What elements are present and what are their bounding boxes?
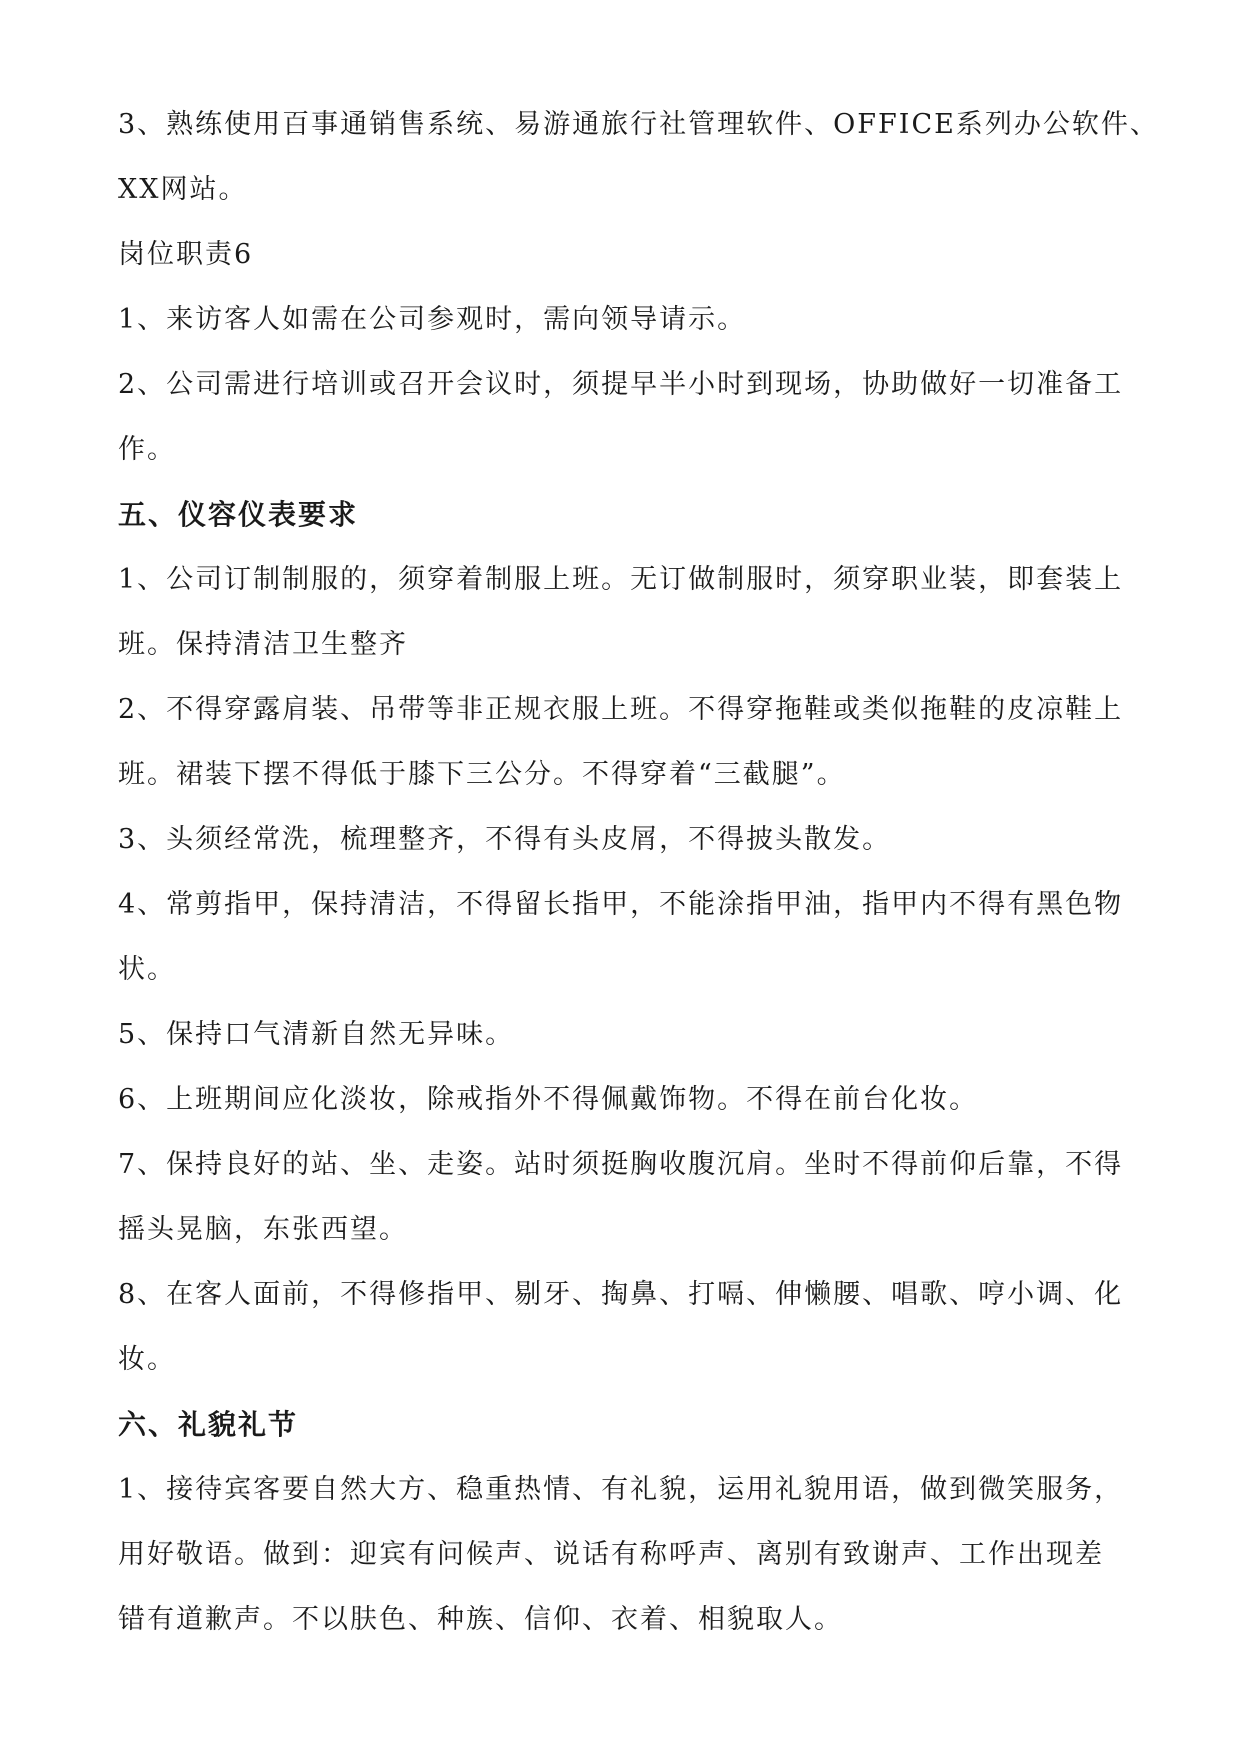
paragraph-line: 6、上班期间应化淡妆，除戒指外不得佩戴饰物。不得在前台化妆。 [118, 1084, 979, 1115]
paragraph-line: 1、接待宾客要自然大方、稳重热情、有礼貌，运用礼貌用语，做到微笑服务， [118, 1474, 1124, 1505]
paragraph-line: 3、头须经常洗，梳理整齐，不得有头皮屑，不得披头散发。 [118, 824, 892, 855]
section-heading: 六、礼貌礼节 [118, 1408, 299, 1441]
document-page [118, 92, 1159, 1652]
paragraph-line: 7、保持良好的站、坐、走姿。站时须挺胸收腹沉肩。坐时不得前仰后靠，不得 [118, 1149, 1124, 1180]
paragraph-line: 3、熟练使用百事通销售系统、易游通旅行社管理软件、OFFICE系列办公软件、 [118, 109, 1159, 140]
paragraph-line: 2、不得穿露肩装、吊带等非正规衣服上班。不得穿拖鞋或类似拖鞋的皮凉鞋上 [118, 694, 1124, 725]
paragraph-line: 摇头晃脑，东张西望。 [118, 1214, 408, 1245]
paragraph-line: 用好敬语。做到：迎宾有问候声、说话有称呼声、离别有致谢声、工作出现差 [118, 1539, 1104, 1570]
paragraph-line: 8、在客人面前，不得修指甲、剔牙、掏鼻、打嗝、伸懒腰、唱歌、哼小调、化 [118, 1279, 1124, 1310]
paragraph-line: 2、公司需进行培训或召开会议时，须提早半小时到现场，协助做好一切准备工 [118, 369, 1124, 400]
paragraph-line: 作。 [118, 434, 176, 465]
paragraph-line: 1、公司订制制服的，须穿着制服上班。无订做制服时，须穿职业装，即套装上 [118, 564, 1124, 595]
section-heading: 五、仪容仪表要求 [118, 498, 359, 531]
paragraph-line: XX网站。 [118, 174, 248, 205]
paragraph-line: 妆。 [118, 1344, 176, 1375]
paragraph-line: 班。保持清洁卫生整齐 [118, 629, 408, 660]
paragraph-line: 班。裙装下摆不得低于膝下三公分。不得穿着“三截腿”。 [118, 759, 846, 790]
paragraph-line: 错有道歉声。不以肤色、种族、信仰、衣着、相貌取人。 [118, 1604, 843, 1635]
paragraph-line: 5、保持口气清新自然无异味。 [118, 1019, 515, 1050]
paragraph-line: 岗位职责6 [118, 239, 254, 270]
paragraph-line: 4、常剪指甲，保持清洁，不得留长指甲，不能涂指甲油，指甲内不得有黑色物 [118, 889, 1124, 920]
paragraph-line: 1、来访客人如需在公司参观时，需向领导请示。 [118, 304, 747, 335]
paragraph-line: 状。 [118, 954, 176, 985]
